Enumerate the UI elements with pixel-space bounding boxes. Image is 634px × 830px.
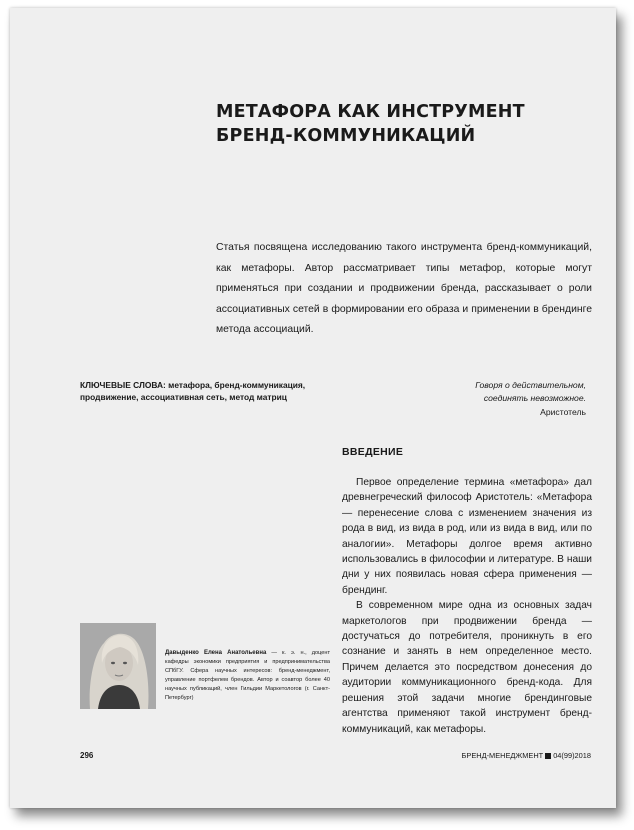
article-body: [342, 475, 592, 737]
journal-issue: 04(99)2018: [553, 751, 591, 760]
journal-page: [10, 8, 616, 808]
keywords-block: [80, 379, 330, 403]
keywords-label: КЛЮЧЕВЫЕ СЛОВА:: [80, 380, 166, 390]
section-heading: ВВЕДЕНИЕ: [342, 446, 404, 458]
epigraph-line-1: Говоря о действительном,: [475, 380, 586, 390]
body-paragraph-1: Первое определение термина «метафора» дал древнегреческий философ Аристотель: «Метафора — перенесение слова с изменением значения из рода в вид, из вида в род, или из вида в вид, или по аналогии». Метафоры долгое время активно использовались в философии и литературе. В наши дни у них появилась новая сфера применения — брендинг.: [342, 477, 592, 596]
title-line-1: МЕТАФОРА КАК ИНСТРУМЕНТ: [216, 102, 525, 122]
author-portrait-icon: [80, 623, 156, 709]
epigraph: [396, 379, 586, 419]
article-title: [216, 100, 525, 148]
title-line-2: БРЕНД-КОММУНИКАЦИЙ: [216, 126, 476, 146]
author-name: Давыденко Елена Анатольевна: [165, 650, 267, 656]
body-paragraph-2: В современном мире одна из основных задач маркетологов при продвижении бренда — достучаться до потребителя, проникнуть в его сознание и занять в нем определенное место. Причем делается это посредством донесения до аудитории коммуникационного бренд-кода. Для решения этой задачи многие брендинговые агентства применяют такой инструмент бренд-коммуникаций, как метафоры.: [342, 600, 592, 735]
epigraph-author: Аристотель: [540, 407, 586, 417]
article-abstract: Статья посвящена исследованию такого инструмента бренд-коммуникаций, как метафоры. Автор рассматривает типы метафор, которые могут применяться при создании и продвижении бренда, рассказывает о роли ассоциативных сетей в формировании его образа и применении в брендинге метода ассоциаций.: [216, 242, 592, 335]
keywords-text: метафора, бренд-коммуникация, продвижение, ассоциативная сеть, метод матриц: [80, 380, 306, 402]
epigraph-line-2: соединять невозможное.: [483, 393, 586, 403]
author-bio: [165, 649, 330, 703]
author-description: — к. э. н., доцент кафедры экономики предприятия и предпринимательства СПбГУ. Сфера научных интересов: бренд-менеджмент, управление портфелем брендов. Автор и соавтор более 40 научных публикаций, член Гильдии Маркетологов (г. Санкт-Петербург): [165, 650, 331, 701]
author-photo: [80, 623, 156, 709]
journal-footer: [462, 751, 591, 760]
journal-name: БРЕНД-МЕНЕДЖМЕНТ: [461, 751, 544, 760]
page-number: 296: [80, 751, 94, 760]
square-separator-icon: [545, 753, 551, 759]
